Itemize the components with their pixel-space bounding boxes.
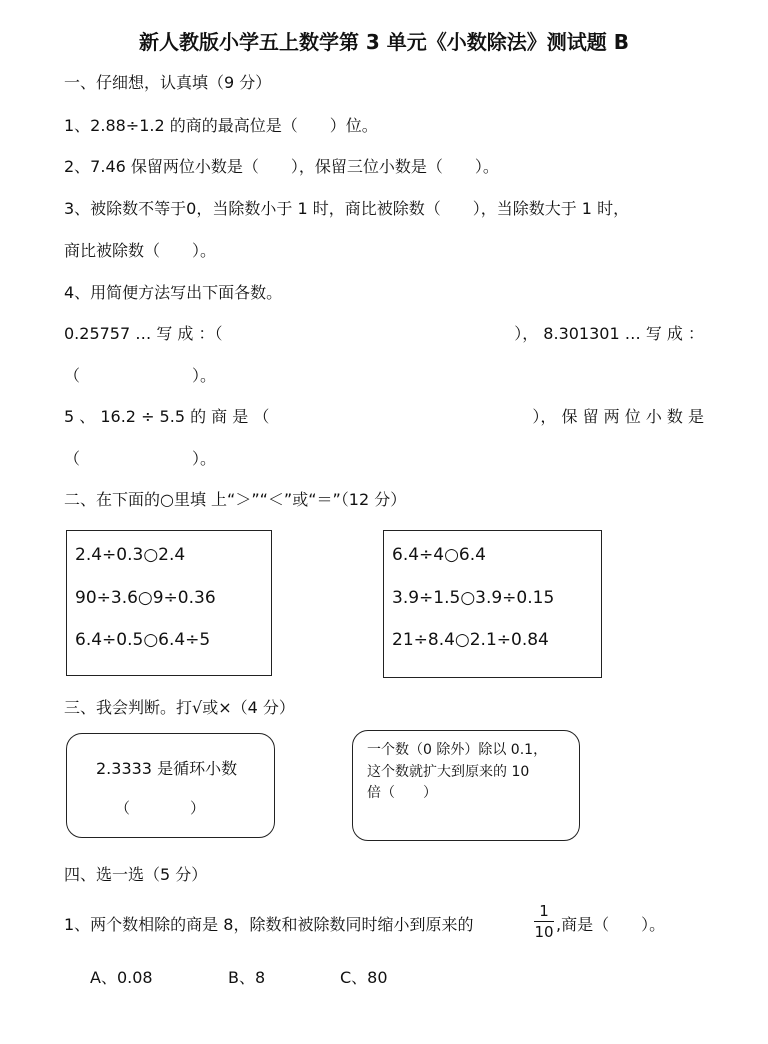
question-1-4-line-b: （ ）。 xyxy=(64,366,217,385)
section-4-heading: 四、选一选（5 分） xyxy=(64,865,208,884)
judge-2-line-2: 这个数就扩大到原来的 10 xyxy=(367,764,530,780)
compare-item: 90÷3.6○9÷0.36 xyxy=(75,588,216,608)
question-1-4-line-a xyxy=(64,321,704,344)
judge-2-line-3: 倍（ ） xyxy=(367,785,437,801)
fraction-denominator: 10 xyxy=(534,923,554,941)
question-1-4-left: 0.25757 … 写 成 ：（ xyxy=(64,324,223,343)
question-1-3-line-2: 商比被除数（ ）。 xyxy=(64,241,217,260)
section-3-heading: 三、我会判断。打√或×（4 分） xyxy=(64,698,295,717)
compare-box-left xyxy=(66,530,272,676)
judge-box-2 xyxy=(352,730,580,841)
question-1-1: 1、2.88÷1.2 的商的最高位是（ ）位。 xyxy=(64,116,378,135)
question-4-1-after: ,商是（ ）。 xyxy=(556,915,666,934)
question-4-1-before: 1、两个数相除的商是 8，除数和被除数同时缩小到原来的 xyxy=(64,915,474,934)
question-1-4: 4、用简便方法写出下面各数。 xyxy=(64,283,283,302)
page-title: 新人教版小学五上数学第 3 单元《小数除法》测试题 B xyxy=(138,30,630,54)
compare-item: 21÷8.4○2.1÷0.84 xyxy=(392,630,549,650)
question-1-5-line-a xyxy=(64,404,704,427)
option-c: C、80 xyxy=(340,968,388,987)
compare-item: 3.9÷1.5○3.9÷0.15 xyxy=(392,588,555,608)
question-1-5-line-b: （ ）。 xyxy=(64,449,217,468)
section-2-heading: 二、在下面的○里填 上“＞”“＜”或“＝”（12 分） xyxy=(64,490,407,509)
question-1-3-line-1: 3、被除数不等于0，当除数小于 1 时，商比被除数（ ），当除数大于 1 时， xyxy=(64,199,630,218)
section-1-heading: 一、仔细想，认真填（9 分） xyxy=(64,73,272,92)
question-1-5-right: ）， 保 留 两 位 小 数 是 xyxy=(532,407,704,426)
judge-2-line-1: 一个数（0 除外）除以 0.1， xyxy=(367,742,548,758)
question-1-2: 2、7.46 保留两位小数是（ ），保留三位小数是（ ）。 xyxy=(64,157,499,176)
option-b: B、8 xyxy=(228,968,266,987)
compare-item: 2.4÷0.3○2.4 xyxy=(75,545,186,565)
question-1-5-left: 5 、 16.2 ÷ 5.5 的 商 是 （ xyxy=(64,407,270,426)
compare-item: 6.4÷4○6.4 xyxy=(392,545,486,565)
judge-1-statement: 2.3333 是循环小数 xyxy=(96,759,238,778)
compare-box-right xyxy=(383,530,602,678)
judge-box-1 xyxy=(66,733,275,838)
fraction-one-tenth xyxy=(534,902,554,941)
fraction-bar xyxy=(534,921,554,922)
compare-item: 6.4÷0.5○6.4÷5 xyxy=(75,630,211,650)
option-a: A、0.08 xyxy=(90,968,153,987)
fraction-numerator: 1 xyxy=(539,902,549,920)
judge-1-answer-paren: （ ） xyxy=(115,799,206,817)
question-1-4-right: ）， 8.301301 … 写 成 ： xyxy=(514,324,704,343)
